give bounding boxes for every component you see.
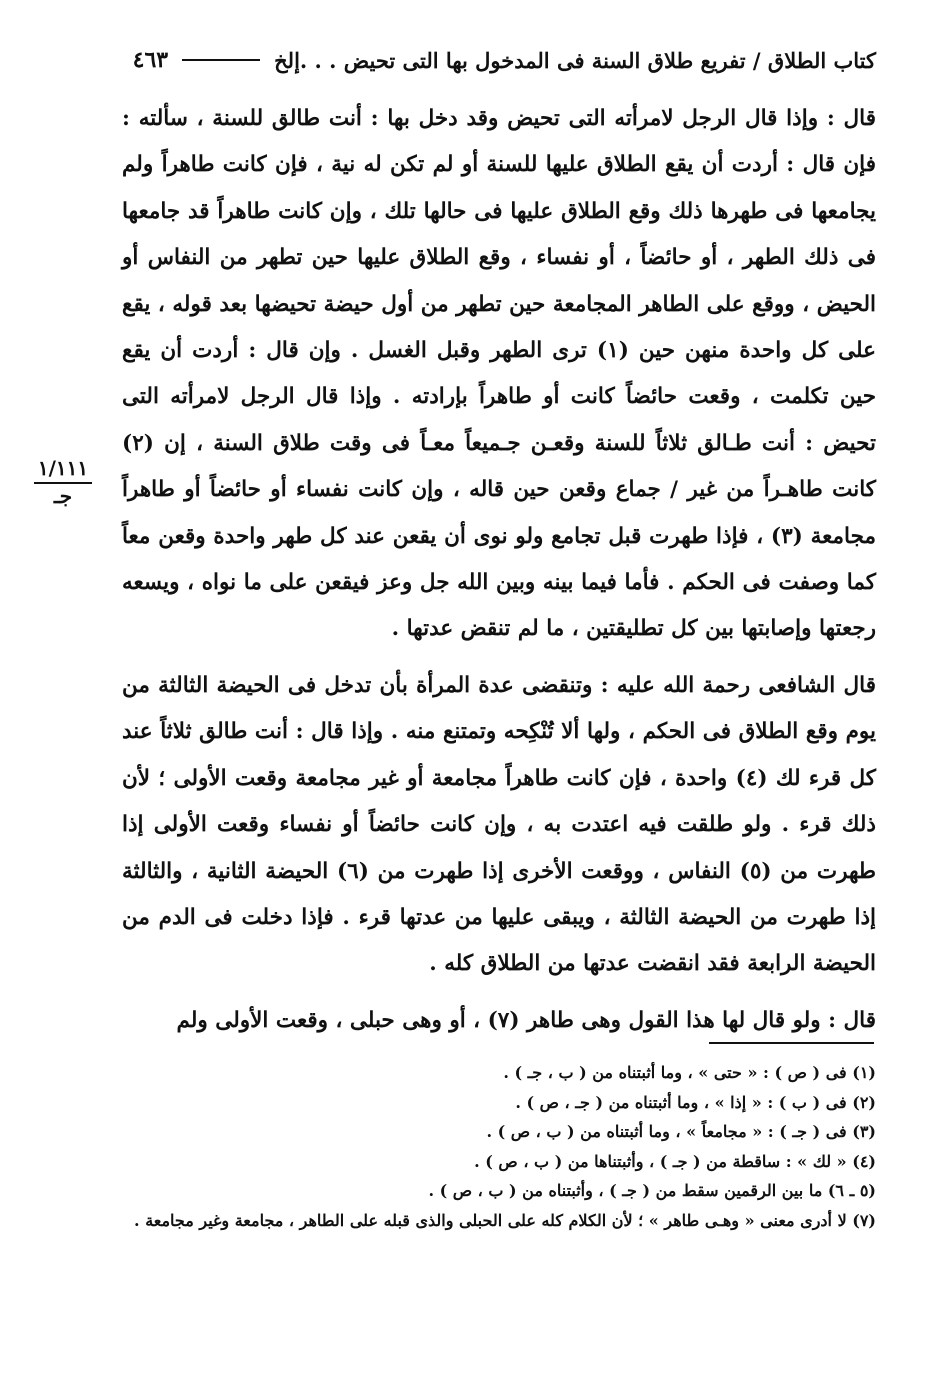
- body-paragraph-1: قال : وإذا قال الرجل لامرأته التى تحيض وقد دخل بها : أنت طالق للسنة ، سألته : فإن قال : أردت أن يقع الطلاق عليها للسنة أو لم تكن له نية ، فإن كانت طاهراً ولم يجامعها فى طهرها ذلك وقع الطلاق عليها فى حالها تلك ، وإن كانت طاهراً قد جامعها فى ذلك الطهر ، أو حائضاً ، أو نفساء ، وقع الطلاق عليها حين تطهر من النفاس أو الحيض ، ووقع على الطاهر المجامعة حين تطهر من أول حيضة تحيضها بعد قوله ، يقع على كل واحدة منهن حين (١) ترى الطهر وقبل الغسل . وإن قال : أردت أن يقع حين تكلمت ، وقعت حائضاً كانت أو طاهراً بإرادته . وإذا قال الرجل لامرأته التى تحيض : أنت طـالق ثلاثاً للسنة وقعـن جـميعاً معـاً فى وقت طلاق السنة ، إن (٢) كانت طاهـراً من غير / جماع وقعن حين قاله ، وإن كانت نفساء أو حائضاً أو طاهراً مجامعة (٣) ، فإذا طهرت قبل تجامع ولو نوى أن يقعن عند كل طهر واحدة وقعن معاً كما وصفت فى الحكم . فأما فيما بينه وبين الله جل وعز فيقعن على ما نواه ، ويسعه رجعتها وإصابتها بين كل تطليقتين ، ما لم تنقض عدتها .: [122, 106, 876, 642]
- margin-manuscript-note: [28, 456, 98, 508]
- running-header-title: كتاب الطلاق / تفريع طلاق السنة فى المدخول بها التى تحيض . . .إلخ: [274, 47, 876, 73]
- footnote-3: (٣) فى ( جـ ) : « مجامعاً » ، وما أثبتناه من ( ب ، ص ) .: [486, 1122, 876, 1141]
- footnote-4: (٤) « لك » : ساقطة من ( جـ ) ، وأثبتناها من ( ب ، ص ) .: [474, 1151, 876, 1171]
- footnote-7: (٧) لا أدرى معنى « وهـى طاهر » ؛ لأن الكلام كله على الحبلى والذى قبله على الطاهر ، مجامعة وغير مجامعة .: [134, 1210, 876, 1230]
- margin-note-folio: ١/١١١: [37, 456, 89, 480]
- page-number: ٤٦٣: [132, 47, 169, 73]
- footnote-1: (١) فى ( ص ) : « حتى » ، وما أثبتناه من ( ب ، جـ ) .: [503, 1063, 876, 1082]
- footnotes: [122, 1058, 876, 1235]
- header-rule: [182, 59, 260, 61]
- footnote-5-6: (٥ ـ ٦) ما بين الرقمين سقط من ( جـ ) ، وأثبتناه من ( ب ، ص ) .: [428, 1181, 876, 1200]
- body-paragraph-3: قال : ولو قال لها هذا القول وهى طاهر (٧) ، أو وهى حبلى ، وقعت الأولى ولم: [176, 1007, 876, 1033]
- footnote-2: (٢) فى ( ب ) : « إذا » ، وما أثبتناه من ( جـ ، ص ) .: [515, 1092, 876, 1112]
- main-text: [122, 96, 876, 1044]
- running-header: [132, 40, 876, 80]
- body-paragraph-2: قال الشافعى رحمة الله عليه : وتنقضى عدة المرأة بأن تدخل فى الحيضة الثالثة من يوم وقع الطلاق فى الحكم ، ولها ألا تُنْكِحه وتمتنع منه . وإذا قال : أنت طالق ثلاثاً عند كل قرء لك (٤) واحدة ، فإن كانت طاهراً مجامعة أو غير مجامعة وقعت الأولى ؛ لأن ذلك قرء . ولو طلقت فيه اعتدت به ، وإن كانت حائضاً أو نفساء وقعت الأولى إذا طهرت من (٥) النفاس ، ووقعت الأخرى إذا طهرت من (٦) الحيضة الثانية ، والثالثة إذا طهرت من الحيضة الثالثة ، ويبقى عليها من عدتها قرء . فإذا دخلت فى الدم من الحيضة الرابعة فقد انقضت عدتها من الطلاق كله .: [122, 672, 877, 977]
- footnote-separator: [709, 1042, 874, 1044]
- margin-note-manuscript: جـ: [53, 484, 73, 508]
